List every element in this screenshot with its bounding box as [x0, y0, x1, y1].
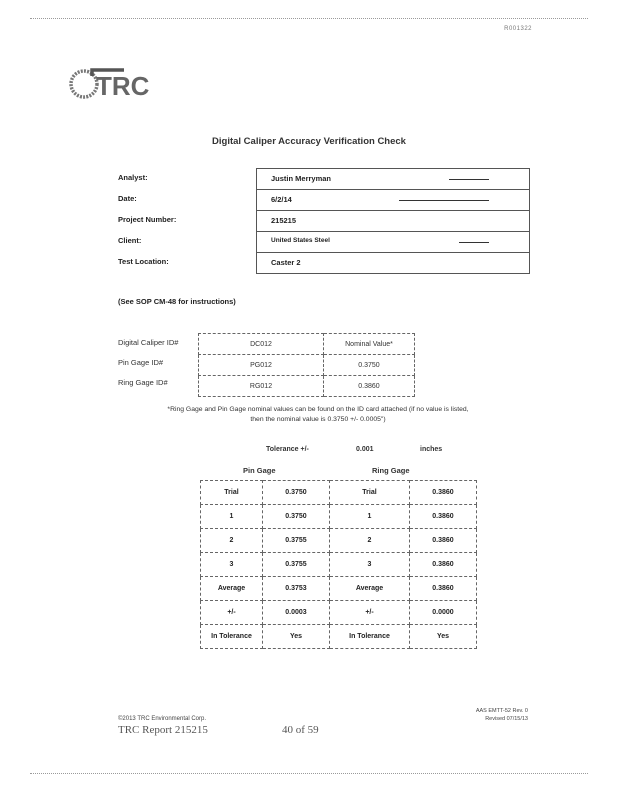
table-cell: Trial	[201, 481, 263, 505]
date-value: 6/2/14	[271, 195, 292, 204]
footnote-line-1: *Ring Gage and Pin Gage nominal values can be found on the ID card attached (if no value is listed,	[167, 406, 469, 413]
table-cell: 0.0000	[410, 601, 477, 625]
table-cell: Trial	[330, 481, 410, 505]
copyright: ©2013 TRC Environmental Corp.	[118, 716, 207, 722]
tolerance-value: 0.001	[356, 446, 374, 453]
table-cell: 0.3860	[410, 481, 477, 505]
project-label: Project Number:	[118, 215, 177, 224]
date-label: Date:	[118, 194, 137, 203]
nominal-header: Nominal Value*	[324, 334, 415, 355]
ring-gage-nominal: 0.3860	[324, 376, 415, 397]
ring-gage-id: RG012	[199, 376, 324, 397]
underline	[449, 179, 489, 180]
table-cell: Average	[330, 577, 410, 601]
table-cell: 2	[330, 529, 410, 553]
report-number: TRC Report 215215	[118, 724, 208, 736]
table-row	[199, 334, 415, 355]
results-table	[200, 480, 477, 649]
table-cell: 0.0003	[263, 601, 330, 625]
form-id: AAS EMTT-52 Rev. 0	[475, 708, 528, 714]
analyst-row	[257, 169, 529, 190]
page-number: 40 of 59	[282, 724, 319, 736]
table-cell: In Tolerance	[201, 625, 263, 649]
ring-gage-header: Ring Gage	[372, 466, 410, 475]
table-cell: 3	[201, 553, 263, 577]
table-cell: 0.3755	[263, 553, 330, 577]
gage-id-table	[198, 333, 415, 397]
revised-date: Revised 07/15/13	[485, 716, 528, 722]
table-row	[199, 376, 415, 397]
location-row	[257, 253, 529, 273]
client-label: Client:	[118, 236, 142, 245]
pin-gage-header: Pin Gage	[243, 466, 276, 475]
table-row	[201, 481, 477, 505]
caliper-id: DC012	[199, 334, 324, 355]
table-row	[201, 601, 477, 625]
footnote-line-2: then the nominal value is 0.3750 +/- 0.0005")	[250, 416, 386, 423]
table-row	[201, 625, 477, 649]
trc-logo	[66, 64, 176, 104]
table-cell: 1	[201, 505, 263, 529]
table-row	[201, 553, 477, 577]
underline	[459, 242, 489, 243]
sop-note: (See SOP CM-48 for instructions)	[118, 297, 236, 306]
tolerance-unit: inches	[420, 446, 443, 453]
table-row	[201, 529, 477, 553]
table-row	[201, 577, 477, 601]
table-cell: 2	[201, 529, 263, 553]
table-cell: Average	[201, 577, 263, 601]
table-cell: 0.3860	[410, 553, 477, 577]
table-cell: Yes	[410, 625, 477, 649]
table-row	[199, 355, 415, 376]
table-cell: 0.3860	[410, 577, 477, 601]
table-cell: 3	[330, 553, 410, 577]
table-cell: +/-	[201, 601, 263, 625]
client-row	[257, 232, 529, 253]
pin-gage-id-label: Pin Gage ID#	[118, 358, 164, 367]
table-cell: 0.3750	[263, 505, 330, 529]
logo-text: TRC	[96, 71, 150, 101]
page-title: Digital Caliper Accuracy Verification Check	[212, 136, 406, 147]
table-cell: In Tolerance	[330, 625, 410, 649]
location-value: Caster 2	[271, 258, 301, 267]
pin-gage-nominal: 0.3750	[324, 355, 415, 376]
pin-gage-id: PG012	[199, 355, 324, 376]
bottom-dotted-line	[30, 773, 588, 774]
caliper-id-label: Digital Caliper ID#	[118, 338, 179, 347]
analyst-label: Analyst:	[118, 173, 148, 182]
ring-gage-id-label: Ring Gage ID#	[118, 378, 168, 387]
underline	[399, 200, 489, 201]
table-cell: 0.3755	[263, 529, 330, 553]
client-value: United States Steel	[271, 237, 330, 244]
table-row	[201, 505, 477, 529]
table-cell: 0.3860	[410, 505, 477, 529]
table-cell: 0.3860	[410, 529, 477, 553]
table-cell: +/-	[330, 601, 410, 625]
table-cell: 0.3750	[263, 481, 330, 505]
nominal-footnote	[118, 405, 518, 425]
location-label: Test Location:	[118, 257, 169, 266]
document-id: R001322	[504, 26, 532, 32]
table-cell: 0.3753	[263, 577, 330, 601]
top-dotted-line	[30, 18, 588, 19]
tolerance-label: Tolerance +/-	[266, 446, 309, 453]
analyst-value: Justin Merryman	[271, 174, 332, 183]
table-cell: Yes	[263, 625, 330, 649]
project-value: 215215	[271, 216, 297, 225]
date-row	[257, 190, 529, 211]
form-info	[476, 707, 528, 723]
info-table	[256, 168, 530, 274]
project-row	[257, 211, 529, 232]
table-cell: 1	[330, 505, 410, 529]
